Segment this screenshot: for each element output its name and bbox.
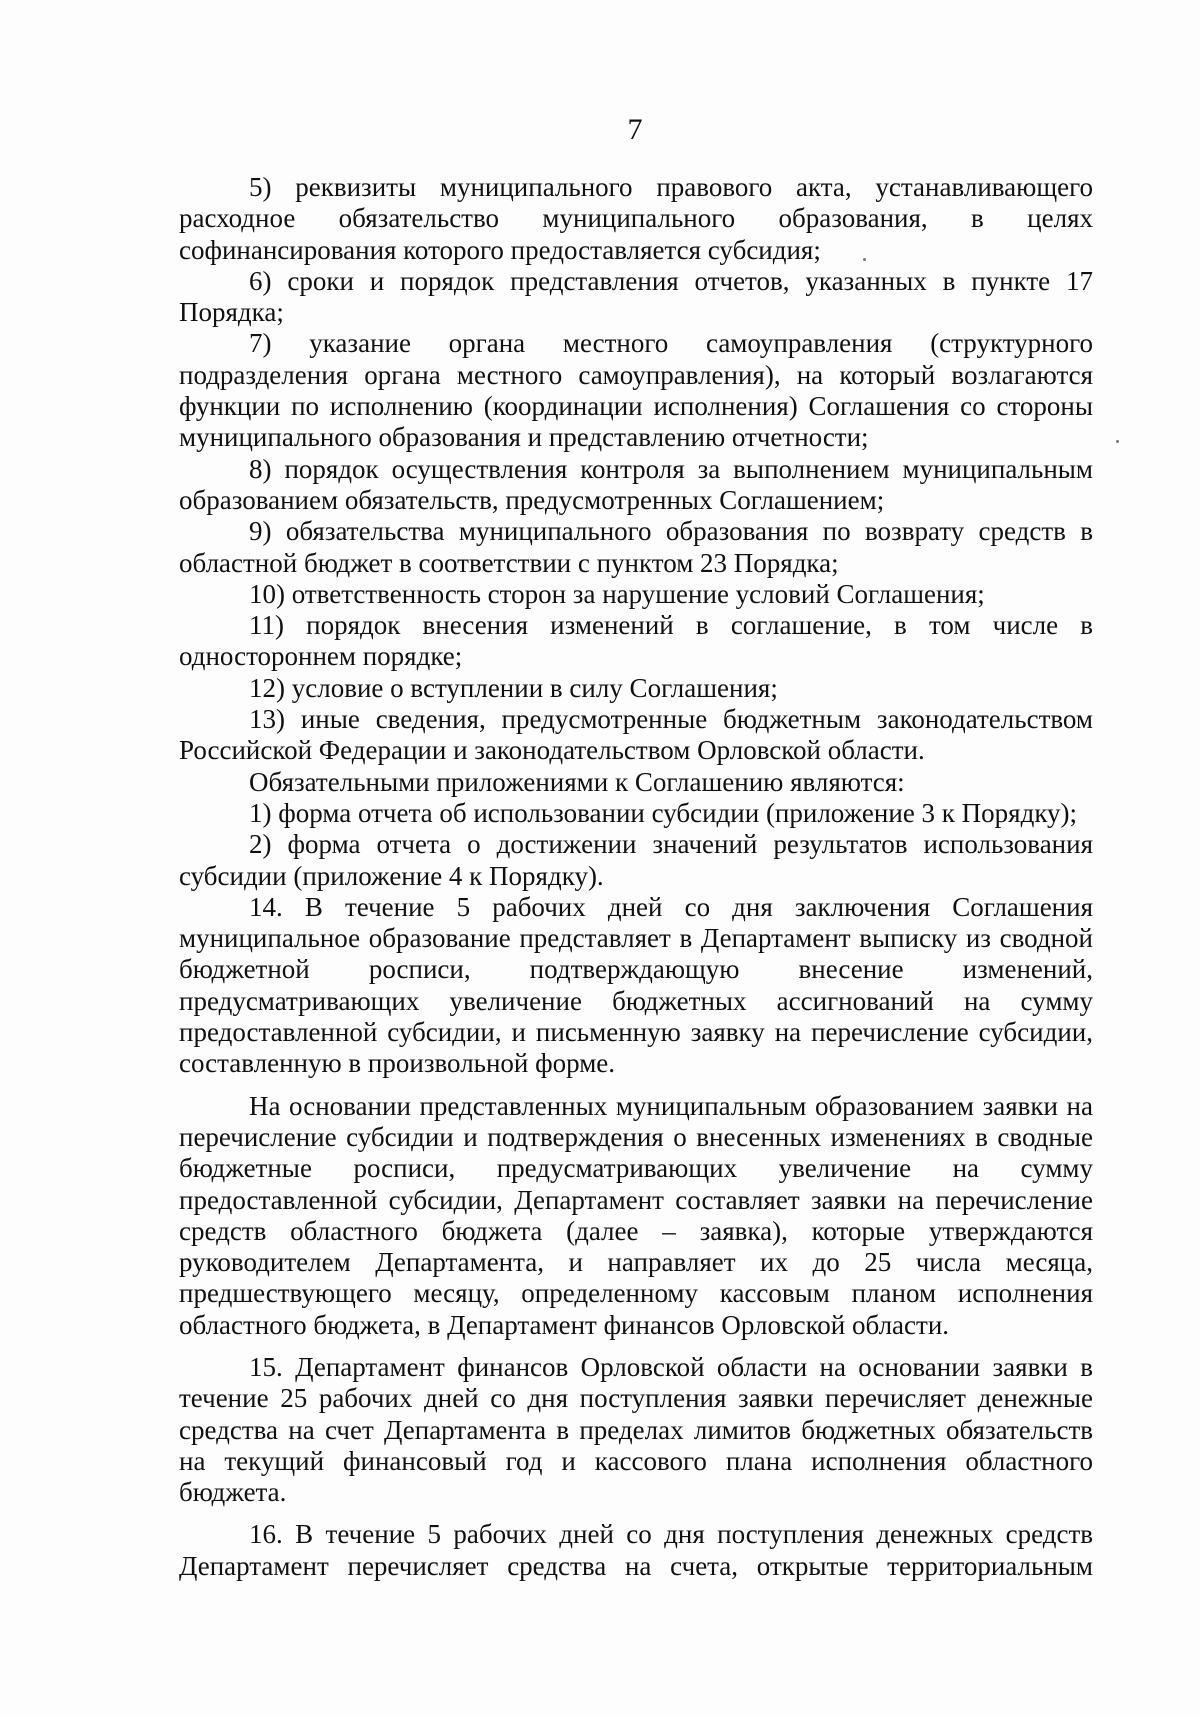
page-number: 7	[627, 113, 643, 146]
paragraph-appendix-2: 2) форма отчета о достижении значений результатов использования субсидии (приложение 4 к Порядку).	[179, 829, 1093, 891]
paragraph-item-13: 13) иные сведения, предусмотренные бюджетным законодательством Российской Федерации и законодательством Орловской области.	[179, 704, 1093, 766]
paragraph-clause-16: 16. В течение 5 рабочих дней со дня поступления денежных средств Департамент перечисляет средства на счета, открытые территориальным	[179, 1519, 1093, 1581]
paragraph-item-5: 5) реквизиты муниципального правового акта, устанавливающего расходное обязательство муниципального образования, в целях софинансирования которого предоставляется субсидия;	[179, 172, 1093, 265]
paragraph-clause-15: 15. Департамент финансов Орловской области на основании заявки в течение 25 рабочих дней со дня поступления заявки перечисляет денежные средства на счет Департамента в пределах лимитов бюджетных обязательств на текущий финансовый год и кассового плана исполнения областного бюджета.	[179, 1351, 1093, 1508]
paragraph-item-10: 10) ответственность сторон за нарушение условий Соглашения;	[249, 578, 985, 609]
paragraph-item-12: 12) условие о вступлении в силу Соглашения;	[249, 672, 778, 703]
document-body	[179, 172, 1093, 1582]
paragraph-item-7: 7) указание органа местного самоуправления (структурного подразделения органа местного самоуправления), на который возлагаются функции по исполнению (координации исполнения) Соглашения со стороны муниципального образования и представлению отчетности;	[179, 328, 1093, 453]
paragraph-item-9: 9) обязательства муниципального образования по возврату средств в областной бюджет в соответствии с пунктом 23 Порядка;	[179, 516, 1093, 578]
paragraph-appendices-intro: Обязательными приложениями к Соглашению являются:	[249, 766, 905, 797]
paragraph-item-6: 6) сроки и порядок представления отчетов, указанных в пункте 17 Порядка;	[179, 265, 1093, 328]
paragraph-item-8: 8) порядок осуществления контроля за выполнением муниципальным образованием обязательств, предусмотренных Соглашением;	[179, 453, 1093, 515]
paragraph-clause-14-continued: На основании представленных муниципальным образованием заявки на перечисление субсидии и подтверждения о внесенных изменениях в сводные бюджетные росписи, предусматривающих увеличение на сумму предоставленной субсидии, Департамент составляет заявки на перечисление средств областного бюджета (далее – заявка), которые утверждаются руководителем Департамента, и направляет их до 25 числа месяца, предшествующего месяцу, определенному кассовым планом исполнения областного бюджета, в Департамент финансов Орловской области.	[179, 1090, 1093, 1340]
paragraph-item-11: 11) порядок внесения изменений в соглашение, в том числе в одностороннем порядке;	[179, 610, 1093, 672]
paragraph-clause-14: 14. В течение 5 рабочих дней со дня заключения Соглашения муниципальное образование представляет в Департамент выписку из сводной бюджетной росписи, подтверждающую внесение изменений, предусматривающих увеличение бюджетных ассигнований на сумму предоставленной субсидии, и письменную заявку на перечисление субсидии, составленную в произвольной форме.	[179, 891, 1093, 1079]
paragraph-appendix-1: 1) форма отчета об использовании субсидии (приложение 3 к Порядку);	[249, 797, 1078, 828]
scan-speck	[1116, 440, 1119, 443]
scan-speck	[863, 258, 866, 261]
